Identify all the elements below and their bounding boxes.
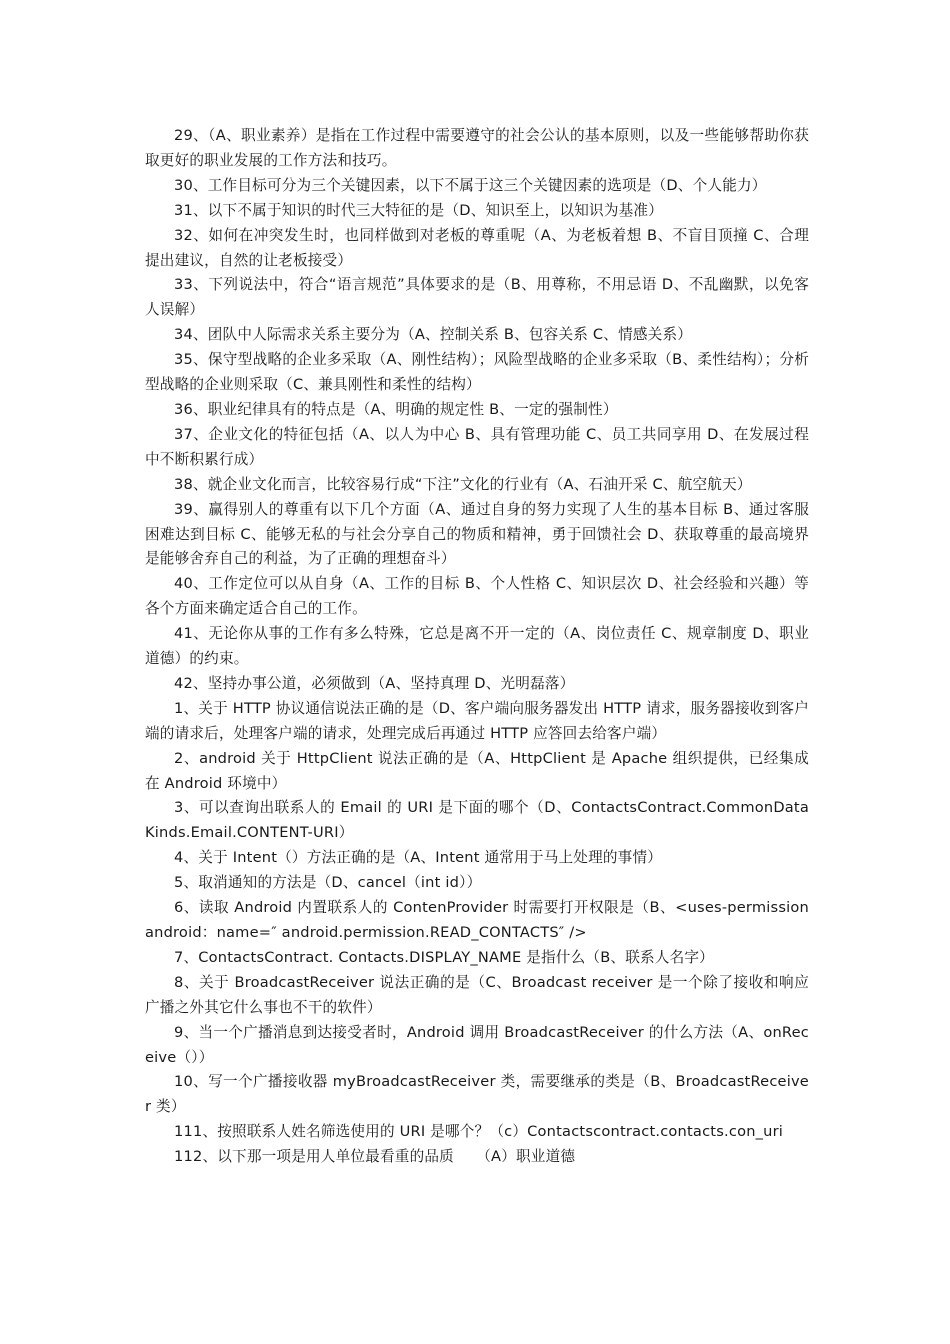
paragraph-q31: 31、以下不属于知识的时代三大特征的是（D、知识至上，以知识为基准） (174, 201, 664, 219)
paragraph-q112: 112、以下那一项是用人单位最看重的品质 （A）职业道德 (174, 1148, 576, 1166)
paragraph-android-q5: 5、取消通知的方法是（D、cancel（int id）） (174, 874, 482, 892)
paragraph-q40: 40、工作定位可以从自身（A、工作的目标 B、个人性格 C、知识层次 D、社会经验和兴趣）等各个方面来确定适合自己的工作。 (145, 575, 809, 618)
document-body (145, 124, 809, 1170)
paragraph-q42: 42、坚持办事公道，必须做到（A、坚持真理 D、光明磊落） (174, 674, 575, 692)
paragraph-q37: 37、企业文化的特征包括（A、以人为中心 B、具有管理功能 C、员工共同享用 D、在发展过程中不断积累行成） (145, 425, 809, 468)
paragraph-q38: 38、就企业文化而言，比较容易行成“下注”文化的行业有（A、石油开采 C、航空航天） (174, 475, 752, 493)
paragraph-q34: 34、团队中人际需求关系主要分为（A、控制关系 B、包容关系 C、情感关系） (174, 326, 693, 344)
paragraph-android-q6: 6、读取 Android 内置联系人的 ContenProvider 时需要打开权限是（B、<uses-permission android：name=″ android.permission.READ_CONTACTS″ /> (145, 899, 809, 941)
paragraph-android-q9: 9、当一个广播消息到达接受者时，Android 调用 BroadcastReceiver 的什么方法（A、onReceive（）） (145, 1023, 809, 1066)
paragraph-android-q8: 8、关于 BroadcastReceiver 说法正确的是（C、Broadcast receiver 是一个除了接收和响应广播之外其它什么事也不干的软件） (145, 973, 809, 1016)
paragraph-q33: 33、下列说法中，符合“语言规范”具体要求的是（B、用尊称，不用忌语 D、不乱幽默，以免客人误解） (145, 276, 809, 319)
paragraph-android-q7: 7、ContactsContract. Contacts.DISPLAY_NAME 是指什么（B、联系人名字） (174, 948, 714, 966)
paragraph-q39: 39、赢得别人的尊重有以下几个方面（A、通过自身的努力实现了人生的基本目标 B、通过客服困难达到目标 C、能够无私的与社会分享自己的物质和精神，勇于回馈社会 D、获取尊重的最高境界是能够舍弃自己的利益，为了正确的理想奋斗） (145, 500, 809, 568)
paragraph-q36: 36、职业纪律具有的特点是（A、明确的规定性 B、一定的强制性） (174, 400, 618, 418)
paragraph-q30: 30、工作目标可分为三个关键因素，以下不属于这三个关键因素的选项是（D、个人能力） (174, 176, 767, 194)
paragraph-android-q2: 2、android 关于 HttpClient 说法正确的是（A、HttpClient 是 Apache 组织提供，已经集成在 Android 环境中） (145, 749, 809, 792)
paragraph-android-q3: 3、可以查询出联系人的 Email 的 URI 是下面的哪个（D、ContactsContract.CommonDataKinds.Email.CONTENT-URI） (145, 799, 809, 842)
paragraph-android-q1: 1、关于 HTTP 协议通信说法正确的是（D、客户端向服务器发出 HTTP 请求，服务器接收到客户端的请求后，处理客户端的请求，处理完成后再通过 HTTP 应答回去给客户端） (145, 699, 809, 742)
paragraph-q41: 41、无论你从事的工作有多么特殊，它总是离不开一定的（A、岗位责任 C、规章制度 D、职业道德）的约束。 (145, 625, 809, 668)
paragraph-android-q4: 4、关于 Intent（）方法正确的是（A、Intent 通常用于马上处理的事情） (174, 849, 663, 867)
paragraph-q35: 35、保守型战略的企业多采取（A、刚性结构）；风险型战略的企业多采取（B、柔性结构）；分析型战略的企业则采取（C、兼具刚性和柔性的结构） (145, 351, 809, 394)
paragraph-q29: 29、（A、职业素养）是指在工作过程中需要遵守的社会公认的基本原则，以及一些能够帮助你获取更好的职业发展的工作方法和技巧。 (145, 127, 809, 169)
paragraph-q111: 111、按照联系人姓名筛选使用的 URI 是哪个？（c）Contactscontract.contacts.con_uri (174, 1123, 784, 1141)
paragraph-q32: 32、如何在冲突发生时，也同样做到对老板的尊重呢（A、为老板着想 B、不盲目顶撞 C、合理提出建议，自然的让老板接受） (145, 226, 809, 269)
paragraph-android-q10: 10、写一个广播接收器 myBroadcastReceiver 类，需要继承的类是（B、BroadcastReceiver 类） (145, 1073, 809, 1116)
